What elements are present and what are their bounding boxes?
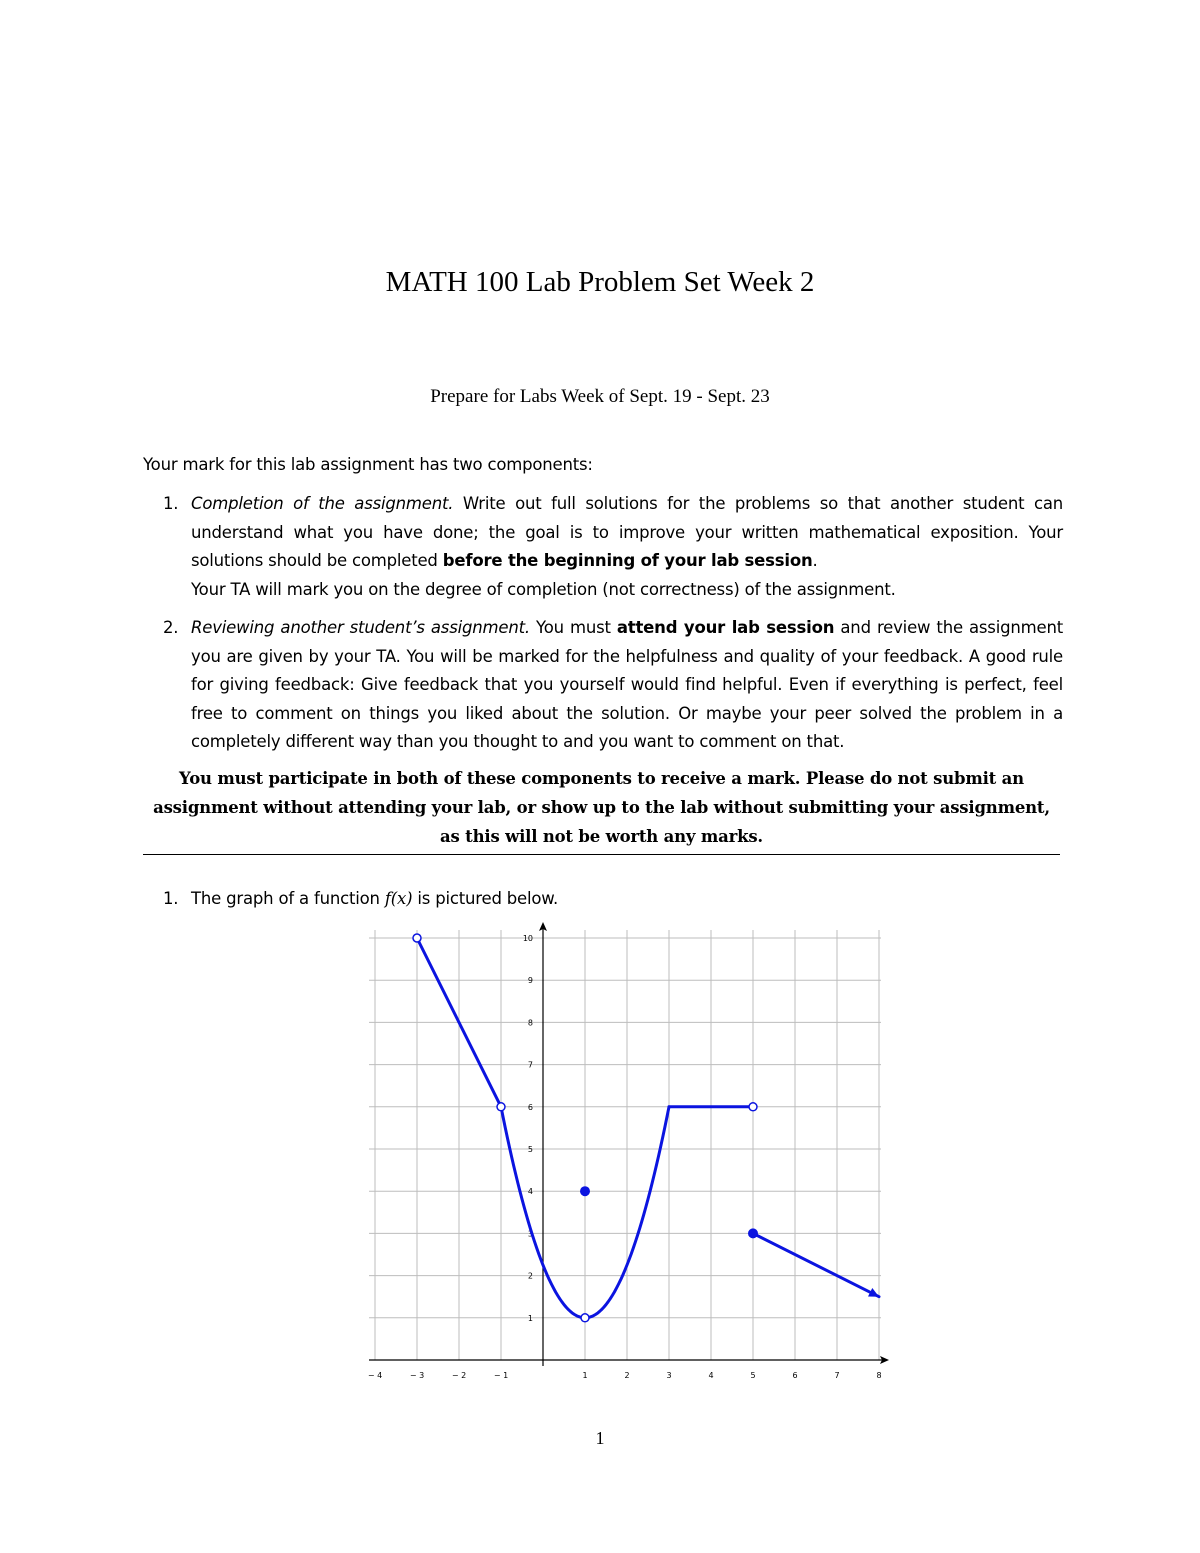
- question-text-end: is pictured below.: [412, 889, 559, 908]
- x-tick-label: − 4: [367, 1371, 383, 1380]
- y-tick-label: 5: [527, 1145, 533, 1154]
- item-text-line2: Your TA will mark you on the degree of completion (not correctness) of the assignment.: [191, 579, 896, 599]
- x-tick-label: − 3: [409, 1371, 425, 1380]
- y-tick-label: 7: [527, 1060, 533, 1070]
- open-point: [497, 1103, 505, 1111]
- item-text: Write out full solutions for the problems so that another student can understand what you have done; the goal is to improve your written mathematical exposition. Your solutions should be completed: [191, 494, 1064, 570]
- page-title: MATH 100 Lab Problem Set Week 2: [385, 266, 815, 298]
- open-point: [749, 1103, 757, 1111]
- item-bold-text: attend your lab session: [616, 618, 835, 637]
- item-heading: Reviewing another student’s assignment.: [191, 618, 530, 637]
- question-number: 1.: [163, 889, 179, 908]
- y-tick-label: 3: [527, 1229, 533, 1239]
- warning-note: You must participate in both of these components to receive a mark. Please do not submit an assignment without attending your lab, or show up to the lab without submitting your assignment, as this will not be worth any marks.: [153, 769, 1050, 846]
- list-item-number: 2.: [163, 618, 179, 637]
- line-arrow: [753, 1233, 879, 1296]
- item-text: You must: [529, 618, 617, 637]
- page-subtitle: Prepare for Labs Week of Sept. 19 - Sept. 23: [430, 386, 770, 407]
- item-heading: Completion of the assignment.: [191, 494, 454, 513]
- question-text: The graph of a function: [191, 889, 385, 908]
- function-graph: [360, 920, 900, 1390]
- list-item-completion: [163, 490, 1063, 604]
- y-tick-label: 6: [527, 1102, 533, 1112]
- y-tick-label: 1: [527, 1313, 533, 1323]
- y-tick-label: 4: [527, 1187, 533, 1197]
- y-tick-label: 2: [527, 1271, 533, 1281]
- function-name: f(x): [384, 889, 413, 908]
- list-item-number: 1.: [163, 494, 179, 513]
- x-tick-label: 8: [876, 1371, 882, 1380]
- horizontal-rule: [143, 854, 1060, 855]
- closed-point: [581, 1187, 590, 1196]
- x-tick-label: 1: [582, 1371, 588, 1380]
- y-tick-label: 10: [522, 934, 533, 943]
- x-tick-label: 7: [834, 1371, 840, 1380]
- item-text-end: .: [812, 551, 818, 570]
- x-tick-label: 2: [624, 1371, 630, 1380]
- x-tick-label: 3: [666, 1371, 672, 1380]
- x-tick-label: 5: [750, 1371, 756, 1380]
- list-item-review: [163, 614, 1063, 757]
- item-text-end: and review the assignment you are given by your TA. You will be marked for the helpfulness and quality of your feedback. A good rule for giving feedback: Give feedback that you yourself would find helpful. Even if everything is perfect, feel free to comment on things you liked about the solution. Or maybe your peer solved the problem in a completely different way than you thought to and you want to comment on that.: [191, 618, 1063, 751]
- open-point: [581, 1314, 589, 1322]
- x-tick-label: − 2: [451, 1371, 467, 1380]
- open-point: [413, 934, 421, 942]
- x-tick-label: 6: [792, 1371, 798, 1380]
- intro-text: Your mark for this lab assignment has two components:: [143, 455, 593, 474]
- x-tick-label: − 1: [493, 1371, 509, 1380]
- y-tick-label: 9: [527, 976, 533, 986]
- y-tick-label: 8: [527, 1018, 533, 1028]
- page-number: 1: [595, 1428, 605, 1448]
- item-bold-text: before the beginning of your lab session: [442, 551, 813, 570]
- x-tick-label: 4: [708, 1371, 714, 1380]
- closed-point: [749, 1229, 758, 1238]
